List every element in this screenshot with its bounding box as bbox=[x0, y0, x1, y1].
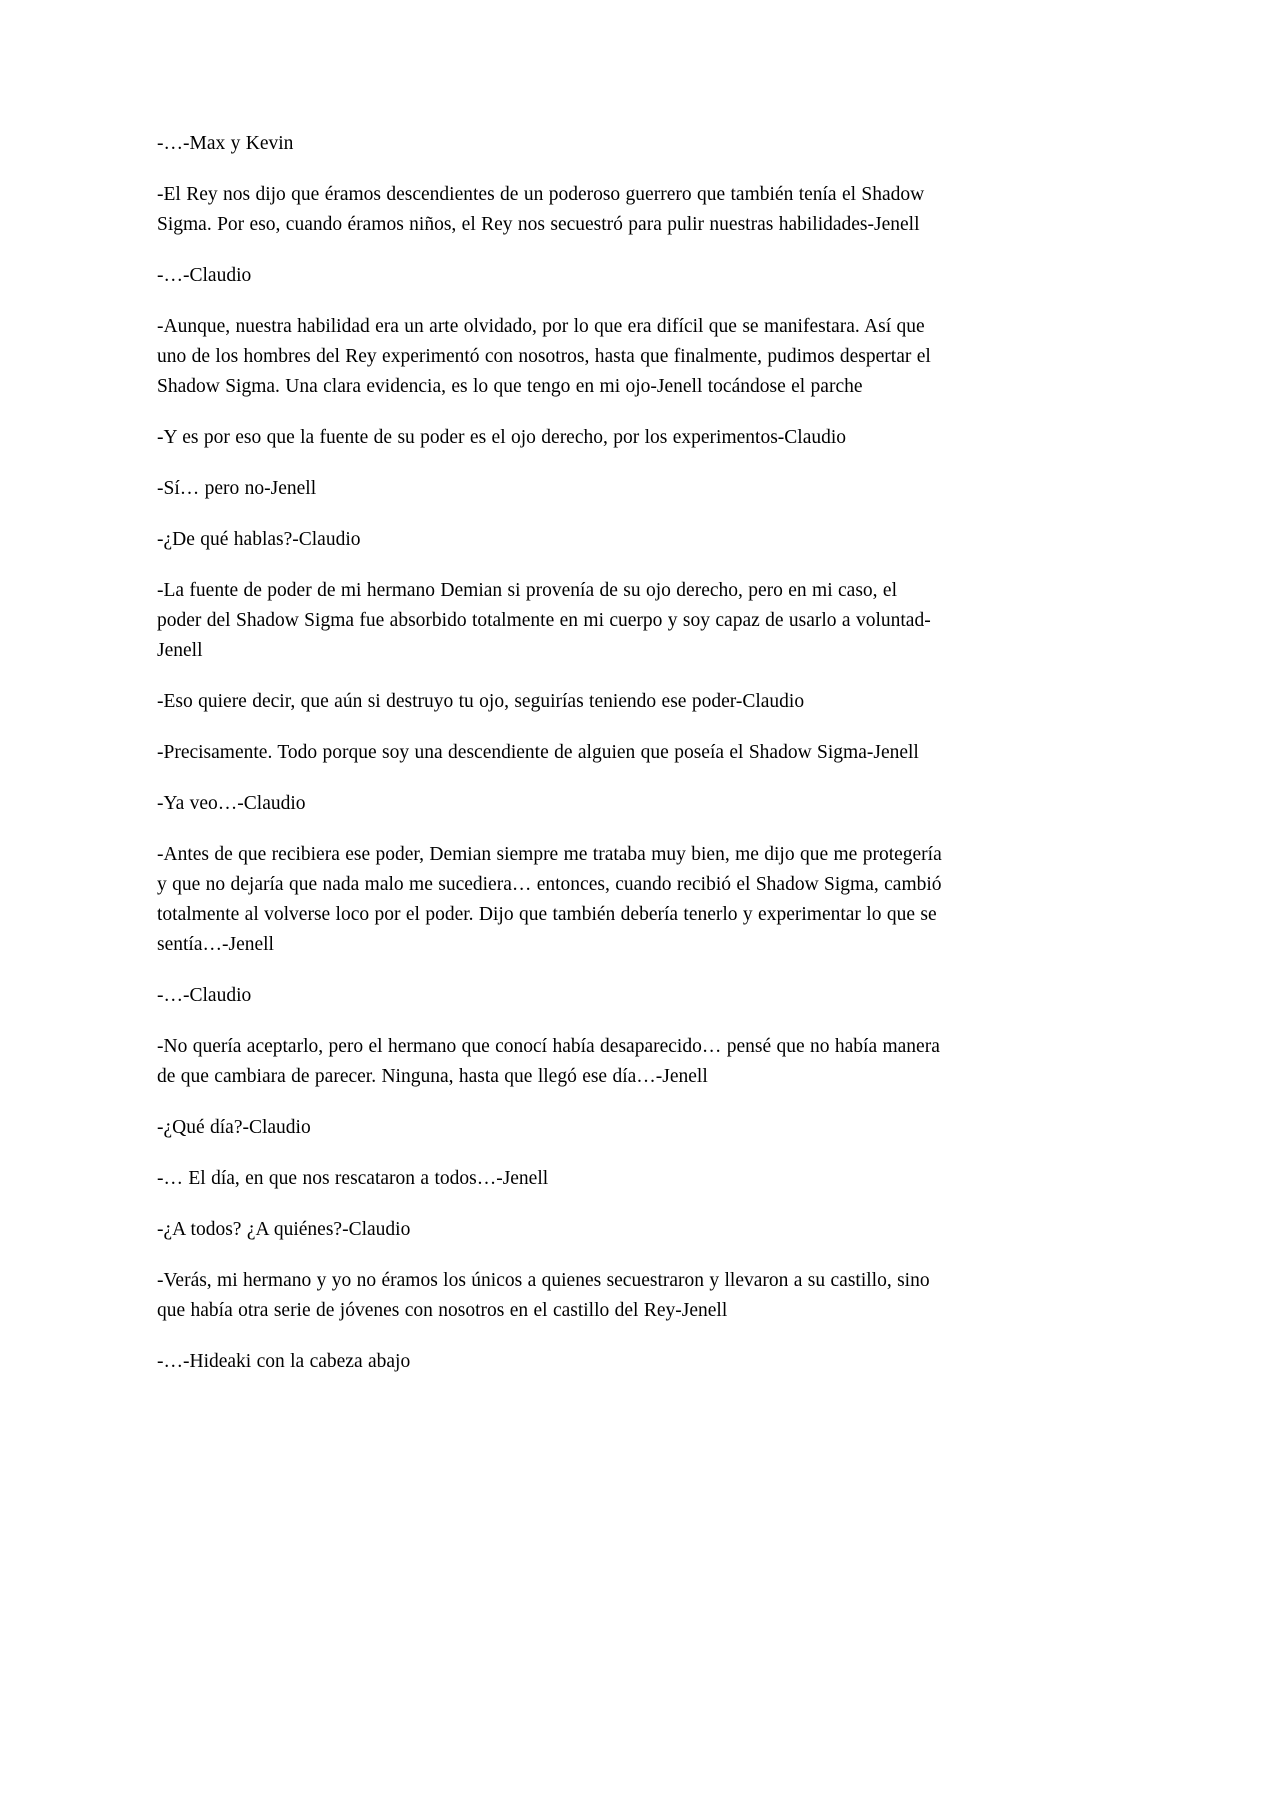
dialogue-paragraph: -… El día, en que nos rescataron a todos…-Jenell bbox=[157, 1168, 549, 1189]
dialogue-paragraph: -¿Qué día?-Claudio bbox=[157, 1117, 311, 1138]
dialogue-paragraph: -Verás, mi hermano y yo no éramos los únicos a quienes secuestraron y llevaron a su castillo, sino que había otra serie de jóvenes con nosotros en el castillo del Rey-Jenell bbox=[157, 1270, 930, 1321]
dialogue-paragraph: -…-Hideaki con la cabeza abajo bbox=[157, 1351, 411, 1372]
dialogue-paragraph: -¿De qué hablas?-Claudio bbox=[157, 529, 361, 550]
dialogue-paragraph: -El Rey nos dijo que éramos descendientes de un poderoso guerrero que también tenía el Shadow Sigma. Por eso, cuando éramos niños, el Rey nos secuestró para pulir nuestras habilidades-Jenell bbox=[157, 184, 925, 235]
dialogue-paragraph: -No quería aceptarlo, pero el hermano que conocí había desaparecido… pensé que no había manera de que cambiara de parecer. Ninguna, hasta que llegó ese día…-Jenell bbox=[157, 1036, 940, 1087]
dialogue-paragraph: -La fuente de poder de mi hermano Demian si provenía de su ojo derecho, pero en mi caso, el poder del Shadow Sigma fue absorbido totalmente en mi cuerpo y soy capaz de usarlo a voluntad-Jenell bbox=[157, 580, 931, 661]
dialogue-paragraph: -Y es por eso que la fuente de su poder es el ojo derecho, por los experimentos-Claudio bbox=[157, 427, 847, 448]
dialogue-paragraph: -…-Max y Kevin bbox=[157, 133, 294, 154]
dialogue-paragraph: -¿A todos? ¿A quiénes?-Claudio bbox=[157, 1219, 411, 1240]
dialogue-paragraph: -…-Claudio bbox=[157, 985, 252, 1006]
dialogue-paragraph: -Precisamente. Todo porque soy una descendiente de alguien que poseía el Shadow Sigma-Jenell bbox=[157, 742, 919, 763]
dialogue-paragraph: -Antes de que recibiera ese poder, Demian siempre me trataba muy bien, me dijo que me protegería y que no dejaría que nada malo me sucediera… entonces, cuando recibió el Shadow Sigma, cambió totalmente al volverse loco por el poder. Dijo que también debería tenerlo y experimentar lo que se sentía…-Jenell bbox=[157, 844, 942, 955]
dialogue-paragraph: -Ya veo…-Claudio bbox=[157, 793, 306, 814]
dialogue-paragraph: -Eso quiere decir, que aún si destruyo tu ojo, seguirías teniendo ese poder-Claudio bbox=[157, 691, 805, 712]
dialogue-paragraph: -Sí… pero no-Jenell bbox=[157, 478, 317, 499]
dialogue-paragraph: -Aunque, nuestra habilidad era un arte olvidado, por lo que era difícil que se manifestara. Así que uno de los hombres del Rey experimentó con nosotros, hasta que finalmente, pudimos despertar el Shadow Sigma. Una clara evidencia, es lo que tengo en mi ojo-Jenell tocándose el parche bbox=[157, 316, 931, 397]
dialogue-paragraph: -…-Claudio bbox=[157, 265, 252, 286]
